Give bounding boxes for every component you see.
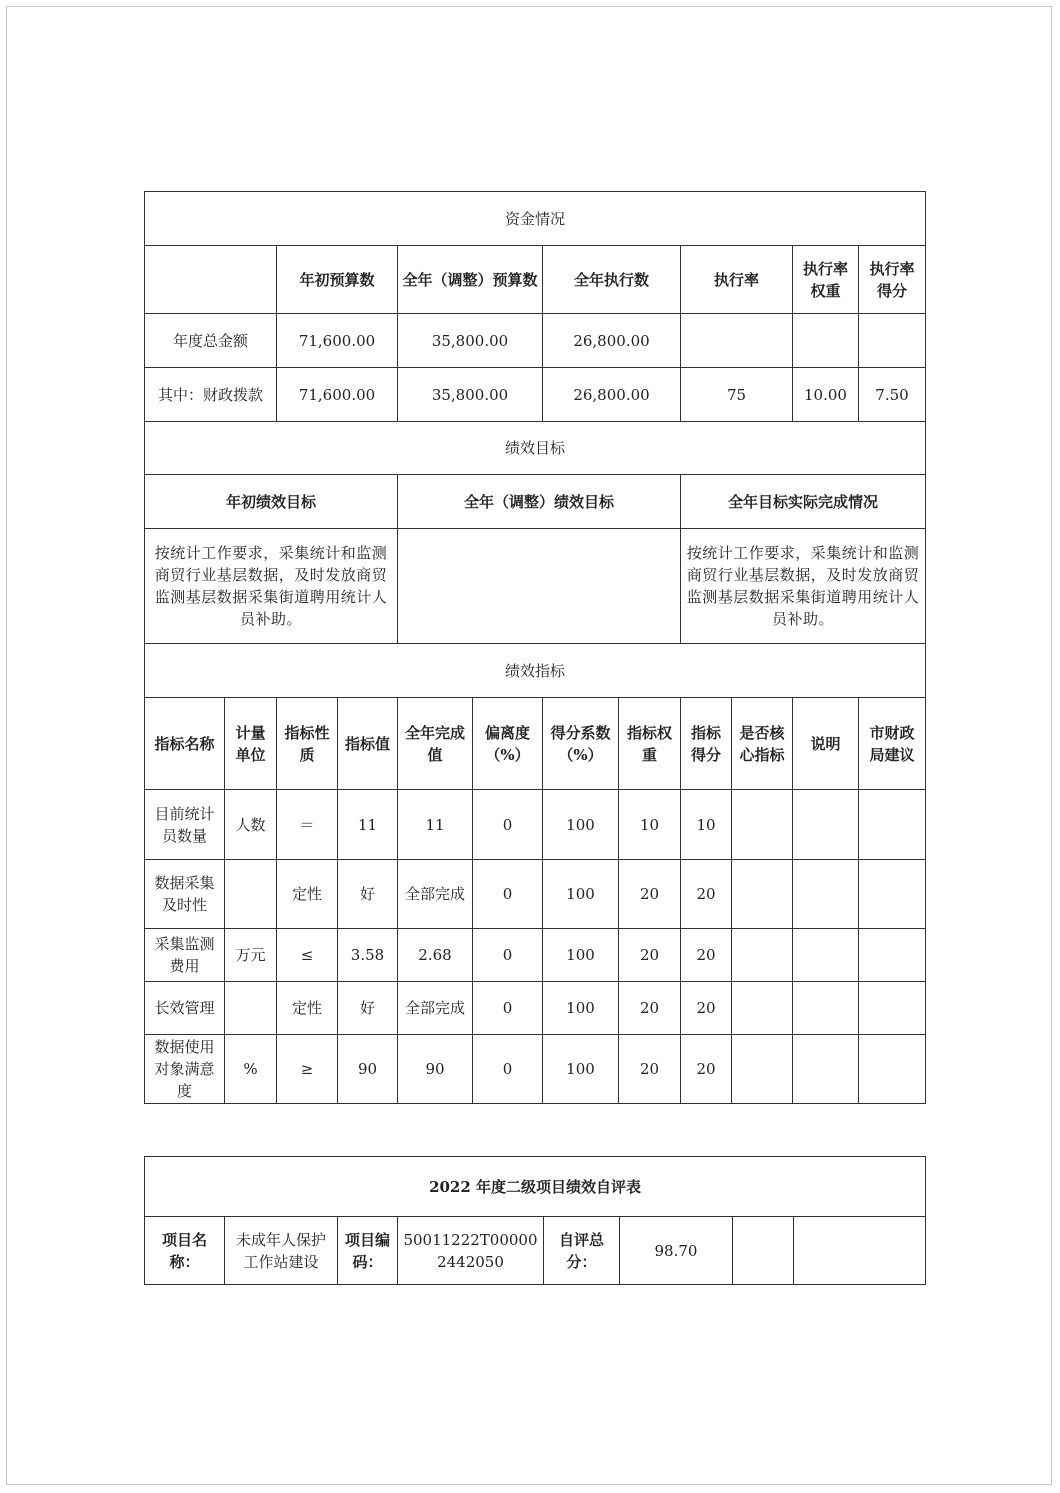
indicator-core — [732, 790, 793, 860]
indicator-note — [793, 1035, 859, 1104]
funds-cell-adjusted-budget: 35,800.00 — [398, 314, 543, 368]
funds-cell-rate-score: 7.50 — [859, 368, 926, 422]
indicator-advice — [859, 929, 926, 982]
indicator-weight: 20 — [619, 860, 681, 929]
empty-cell — [794, 1217, 926, 1285]
funds-header-execution-rate: 执行率 — [681, 246, 793, 314]
indicator-nature: ≥ — [277, 1035, 338, 1104]
indicators-header-unit: 计量单位 — [225, 698, 277, 790]
indicator-row — [145, 929, 926, 982]
indicator-score: 10 — [681, 790, 732, 860]
indicator-nature: ＝ — [277, 790, 338, 860]
indicator-deviation: 0 — [473, 790, 543, 860]
indicator-note — [793, 790, 859, 860]
indicator-row — [145, 1035, 926, 1104]
indicator-unit: % — [225, 1035, 277, 1104]
indicator-coefficient: 100 — [543, 929, 619, 982]
indicator-target: 90 — [338, 1035, 398, 1104]
project-name-label: 项目名称： — [145, 1217, 225, 1285]
indicators-header-nature: 指标性质 — [277, 698, 338, 790]
indicator-score: 20 — [681, 929, 732, 982]
indicators-header-name: 指标名称 — [145, 698, 225, 790]
funds-cell-rate-score — [859, 314, 926, 368]
indicator-name: 目前统计员数量 — [145, 790, 225, 860]
indicator-unit: 万元 — [225, 929, 277, 982]
indicator-note — [793, 929, 859, 982]
indicators-header-actual: 全年完成值 — [398, 698, 473, 790]
funds-cell-label: 年度总金额 — [145, 314, 277, 368]
funds-header-initial-budget: 年初预算数 — [277, 246, 398, 314]
indicator-coefficient: 100 — [543, 790, 619, 860]
indicator-target: 3.58 — [338, 929, 398, 982]
indicator-deviation: 0 — [473, 929, 543, 982]
indicator-actual: 全部完成 — [398, 860, 473, 929]
indicators-header-score: 指标得分 — [681, 698, 732, 790]
funds-cell-execution-rate: 75 — [681, 368, 793, 422]
indicator-unit — [225, 982, 277, 1035]
goals-section-title: 绩效目标 — [145, 422, 926, 475]
indicator-nature: ≤ — [277, 929, 338, 982]
indicator-weight: 20 — [619, 1035, 681, 1104]
funds-cell-execution-rate — [681, 314, 793, 368]
indicator-note — [793, 860, 859, 929]
indicator-name: 数据使用对象满意度 — [145, 1035, 225, 1104]
indicators-header-deviation: 偏离度（%） — [473, 698, 543, 790]
indicator-core — [732, 860, 793, 929]
goals-initial-text: 按统计工作要求，采集统计和监测商贸行业基层数据，及时发放商贸监测基层数据采集街道聘用统计人员补助。 — [145, 529, 398, 644]
score-value: 98.70 — [620, 1217, 733, 1285]
funds-header-executed: 全年执行数 — [543, 246, 681, 314]
goals-header-adjusted: 全年（调整）绩效目标 — [398, 475, 681, 529]
indicator-nature: 定性 — [277, 860, 338, 929]
project-code-label: 项目编码： — [338, 1217, 398, 1285]
funds-cell-initial-budget: 71,600.00 — [277, 368, 398, 422]
indicator-weight: 20 — [619, 982, 681, 1035]
indicators-header-weight: 指标权重 — [619, 698, 681, 790]
indicator-actual: 全部完成 — [398, 982, 473, 1035]
goals-adjusted-text — [398, 529, 681, 644]
indicator-target: 好 — [338, 982, 398, 1035]
next-form-title: 2022 年度二级项目绩效自评表 — [145, 1157, 926, 1217]
indicator-coefficient: 100 — [543, 860, 619, 929]
indicator-advice — [859, 982, 926, 1035]
goals-header-actual: 全年目标实际完成情况 — [681, 475, 926, 529]
indicator-score: 20 — [681, 982, 732, 1035]
indicator-target: 好 — [338, 860, 398, 929]
goals-actual-text: 按统计工作要求，采集统计和监测商贸行业基层数据，及时发放商贸监测基层数据采集街道聘用统计人员补助。 — [681, 529, 926, 644]
funds-cell-rate-weight: 10.00 — [793, 368, 859, 422]
indicators-header-note: 说明 — [793, 698, 859, 790]
indicator-deviation: 0 — [473, 982, 543, 1035]
indicator-core — [732, 982, 793, 1035]
funds-header-adjusted-budget: 全年（调整）预算数 — [398, 246, 543, 314]
indicator-weight: 10 — [619, 790, 681, 860]
funds-cell-initial-budget: 71,600.00 — [277, 314, 398, 368]
next-form-table — [144, 1156, 926, 1285]
funds-row — [145, 314, 926, 368]
indicator-actual: 2.68 — [398, 929, 473, 982]
indicator-score: 20 — [681, 1035, 732, 1104]
indicator-weight: 20 — [619, 929, 681, 982]
indicators-header-coefficient: 得分系数（%） — [543, 698, 619, 790]
goals-header-initial: 年初绩效目标 — [145, 475, 398, 529]
funds-cell-adjusted-budget: 35,800.00 — [398, 368, 543, 422]
evaluation-table — [144, 191, 926, 1104]
project-code-value: 50011222T000002442050 — [398, 1217, 544, 1285]
indicator-actual: 90 — [398, 1035, 473, 1104]
indicator-score: 20 — [681, 860, 732, 929]
indicator-advice — [859, 790, 926, 860]
indicator-row — [145, 790, 926, 860]
indicator-name: 长效管理 — [145, 982, 225, 1035]
indicator-core — [732, 929, 793, 982]
funds-row — [145, 368, 926, 422]
indicator-unit — [225, 860, 277, 929]
funds-header-rate-score: 执行率得分 — [859, 246, 926, 314]
indicator-name: 采集监测费用 — [145, 929, 225, 982]
indicators-header-target: 指标值 — [338, 698, 398, 790]
indicators-section-title: 绩效指标 — [145, 644, 926, 698]
project-name-value: 未成年人保护工作站建设 — [225, 1217, 338, 1285]
funds-header-blank — [145, 246, 277, 314]
funds-cell-executed: 26,800.00 — [543, 314, 681, 368]
funds-header-rate-weight: 执行率权重 — [793, 246, 859, 314]
indicator-advice — [859, 1035, 926, 1104]
indicator-unit: 人数 — [225, 790, 277, 860]
indicator-deviation: 0 — [473, 1035, 543, 1104]
score-label: 自评总分： — [544, 1217, 620, 1285]
indicator-target: 11 — [338, 790, 398, 860]
indicator-note — [793, 982, 859, 1035]
indicator-row — [145, 982, 926, 1035]
indicator-coefficient: 100 — [543, 1035, 619, 1104]
empty-cell — [733, 1217, 794, 1285]
indicator-deviation: 0 — [473, 860, 543, 929]
indicator-name: 数据采集及时性 — [145, 860, 225, 929]
indicator-row — [145, 860, 926, 929]
indicator-core — [732, 1035, 793, 1104]
funds-cell-label: 其中：财政拨款 — [145, 368, 277, 422]
indicators-header-core: 是否核心指标 — [732, 698, 793, 790]
indicator-nature: 定性 — [277, 982, 338, 1035]
funds-cell-rate-weight — [793, 314, 859, 368]
funds-section-title: 资金情况 — [145, 192, 926, 246]
indicator-advice — [859, 860, 926, 929]
indicators-header-advice: 市财政局建议 — [859, 698, 926, 790]
indicator-actual: 11 — [398, 790, 473, 860]
indicator-coefficient: 100 — [543, 982, 619, 1035]
funds-cell-executed: 26,800.00 — [543, 368, 681, 422]
